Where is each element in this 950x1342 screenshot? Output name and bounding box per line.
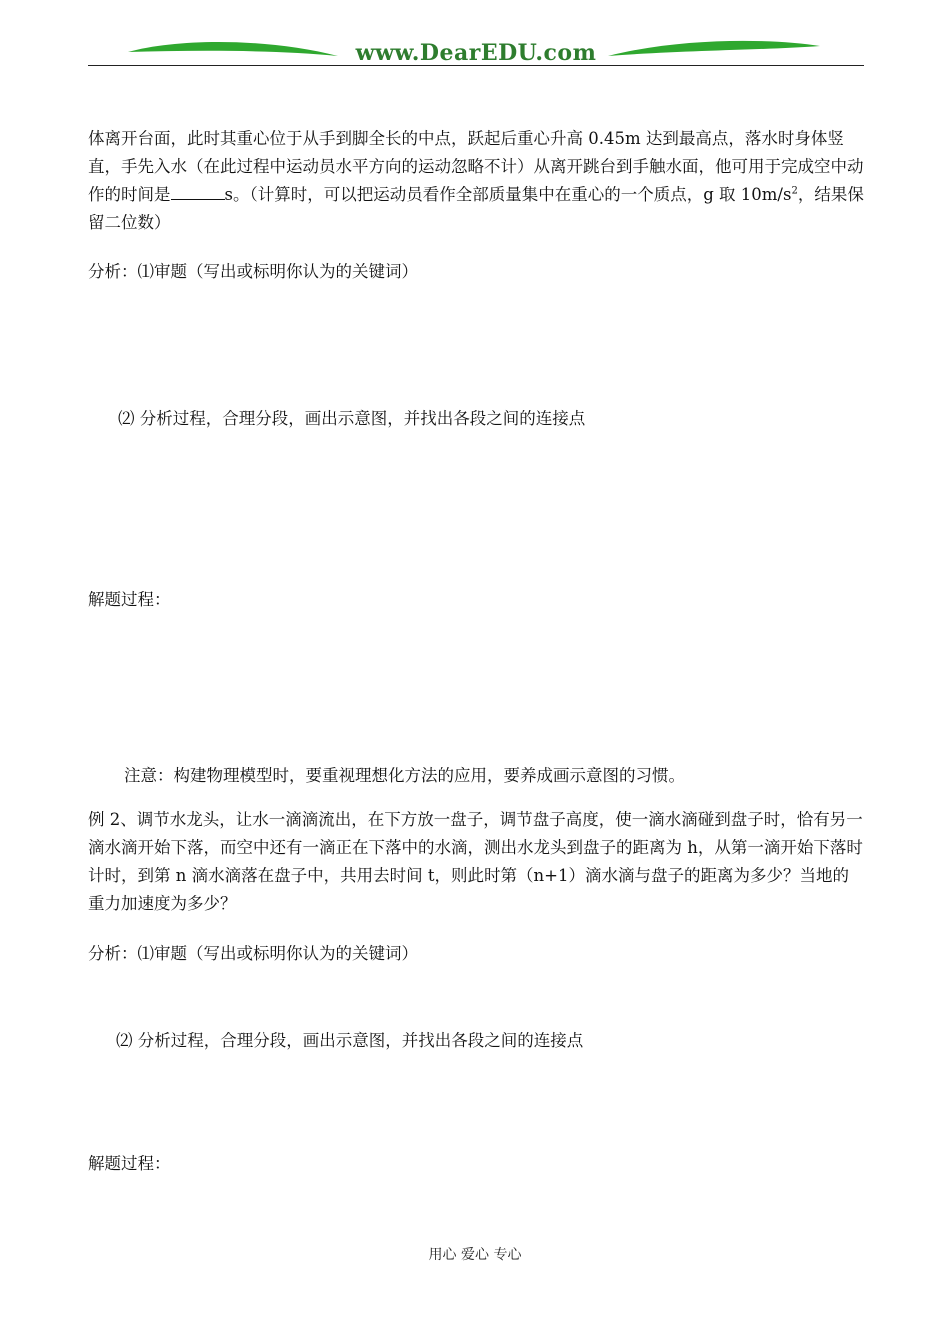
problem1-text-part2: s。（计算时，可以把运动员看作全部质量集中在重心的一个质点，g 取 10m/s — [224, 185, 792, 204]
site-logo-text: www.DearEDU.com — [355, 40, 597, 66]
problem1-text-part3: ，结果保留二位数） — [88, 185, 864, 232]
site-header-banner — [88, 36, 864, 72]
problem1-text-part1: 体离开台面，此时其重心位于从手到脚全长的中点，跃起后重心升高 0.45m 达到最高点，落水时身体竖直，手先入水（在此过程中运动员水平方向的运动忽略不计）从离开跳台到手触水面，他可用于完成空中动作的时间是 — [88, 129, 864, 204]
analysis1-solution-label: 解题过程： — [88, 590, 171, 609]
exponent: 2 — [791, 185, 798, 197]
problem1-text — [88, 125, 864, 237]
page-footer: 用心 爱心 专心 — [428, 1247, 522, 1263]
note-text: 注意：构建物理模型时，要重视理想化方法的应用，要养成画示意图的习惯。 — [124, 766, 685, 785]
analysis1-step2: ⑵ 分析过程，合理分段，画出示意图，并找出各段之间的连接点 — [118, 409, 586, 428]
header-divider — [88, 65, 864, 66]
analysis1-step1: 分析：⑴审题（写出或标明你认为的关键词） — [88, 262, 418, 281]
example2-text: 例 2、调节水龙头，让水一滴滴流出，在下方放一盘子，调节盘子高度，使一滴水滴碰到盘子时，恰有另一滴水滴开始下落，而空中还有一滴正在下落中的水滴，测出水龙头到盘子的距离为 h，从第一滴开始下落时计时，到第 n 滴水滴落在盘子中，共用去时间 t，则此时第（n+1）滴水滴与盘子的距离为多少？当地的重力加速度为多少？ — [88, 810, 863, 913]
analysis2-step1: 分析：⑴审题（写出或标明你认为的关键词） — [88, 944, 418, 963]
answer-blank — [171, 183, 225, 200]
analysis2-step2: ⑵ 分析过程，合理分段，画出示意图，并找出各段之间的连接点 — [116, 1031, 584, 1050]
analysis2-solution-label: 解题过程： — [88, 1154, 171, 1173]
